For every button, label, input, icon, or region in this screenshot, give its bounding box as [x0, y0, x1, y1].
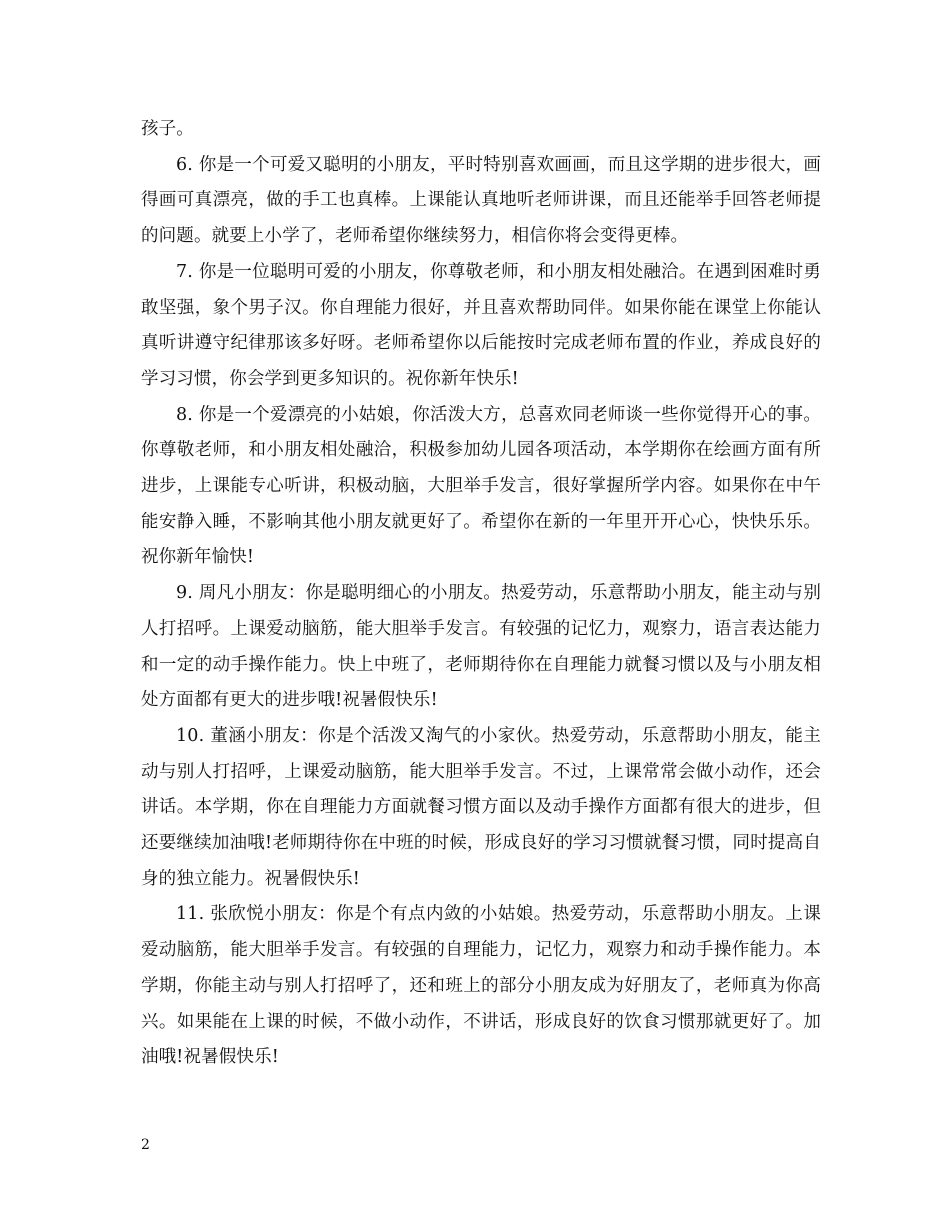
page-number: 2 — [141, 1137, 150, 1153]
paragraph-item-9: 9. 周凡小朋友：你是聪明细心的小朋友。热爱劳动，乐意帮助小朋友，能主动与别人打招呼。上课爱动脑筋，能大胆举手发言。有较强的记忆力，观察力，语言表达能力和一定的动手操作能力。快上中班了，老师期待你在自理能力就餐习惯以及与小朋友相处方面都有更大的进步哦!祝暑假快乐! — [141, 583, 821, 711]
paragraph-continuation: 孩子。 — [141, 119, 194, 139]
document-body — [141, 112, 821, 1076]
paragraph-item-7: 7. 你是一位聪明可爱的小朋友，你尊敬老师，和小朋友相处融洽。在遇到困难时勇敢坚强，象个男子汉。你自理能力很好，并且喜欢帮助同伴。如果你能在课堂上你能认真听讲遵守纪律那该多好呀。老师希望你以后能按时完成老师布置的作业，养成良好的学习习惯，你会学到更多知识的。祝你新年快乐! — [141, 261, 821, 389]
paragraph-item-11: 11. 张欣悦小朋友：你是个有点内敛的小姑娘。热爱劳动，乐意帮助小朋友。上课爱动脑筋，能大胆举手发言。有较强的自理能力，记忆力，观察力和动手操作能力。本学期，你能主动与别人打招呼了，还和班上的部分小朋友成为好朋友了，老师真为你高兴。如果能在上课的时候，不做小动作，不讲话，形成良好的饮食习惯那就更好了。加油哦!祝暑假快乐! — [141, 904, 821, 1068]
paragraph-item-8: 8. 你是一个爱漂亮的小姑娘，你活泼大方，总喜欢同老师谈一些你觉得开心的事。你尊敬老师，和小朋友相处融洽，积极参加幼儿园各项活动，本学期你在绘画方面有所进步，上课能专心听讲，积极动脑，大胆举手发言，很好掌握所学内容。如果你在中午能安静入睡，不影响其他小朋友就更好了。希望你在新的一年里开开心心，快快乐乐。祝你新年愉快! — [141, 404, 821, 568]
paragraph-item-10: 10. 董涵小朋友：你是个活泼又淘气的小家伙。热爱劳动，乐意帮助小朋友，能主动与别人打招呼，上课爱动脑筋，能大胆举手发言。不过，上课常常会做小动作，还会讲话。本学期，你在自理能力方面就餐习惯方面以及动手操作方面都有很大的进步，但还要继续加油哦!老师期待你在中班的时候，形成良好的学习习惯就餐习惯，同时提高自身的独立能力。祝暑假快乐! — [141, 725, 821, 889]
paragraph-item-6: 6. 你是一个可爱又聪明的小朋友，平时特别喜欢画画，而且这学期的进步很大，画得画可真漂亮，做的手工也真棒。上课能认真地听老师讲课，而且还能举手回答老师提的问题。就要上小学了，老师希望你继续努力，相信你将会变得更棒。 — [141, 154, 821, 247]
